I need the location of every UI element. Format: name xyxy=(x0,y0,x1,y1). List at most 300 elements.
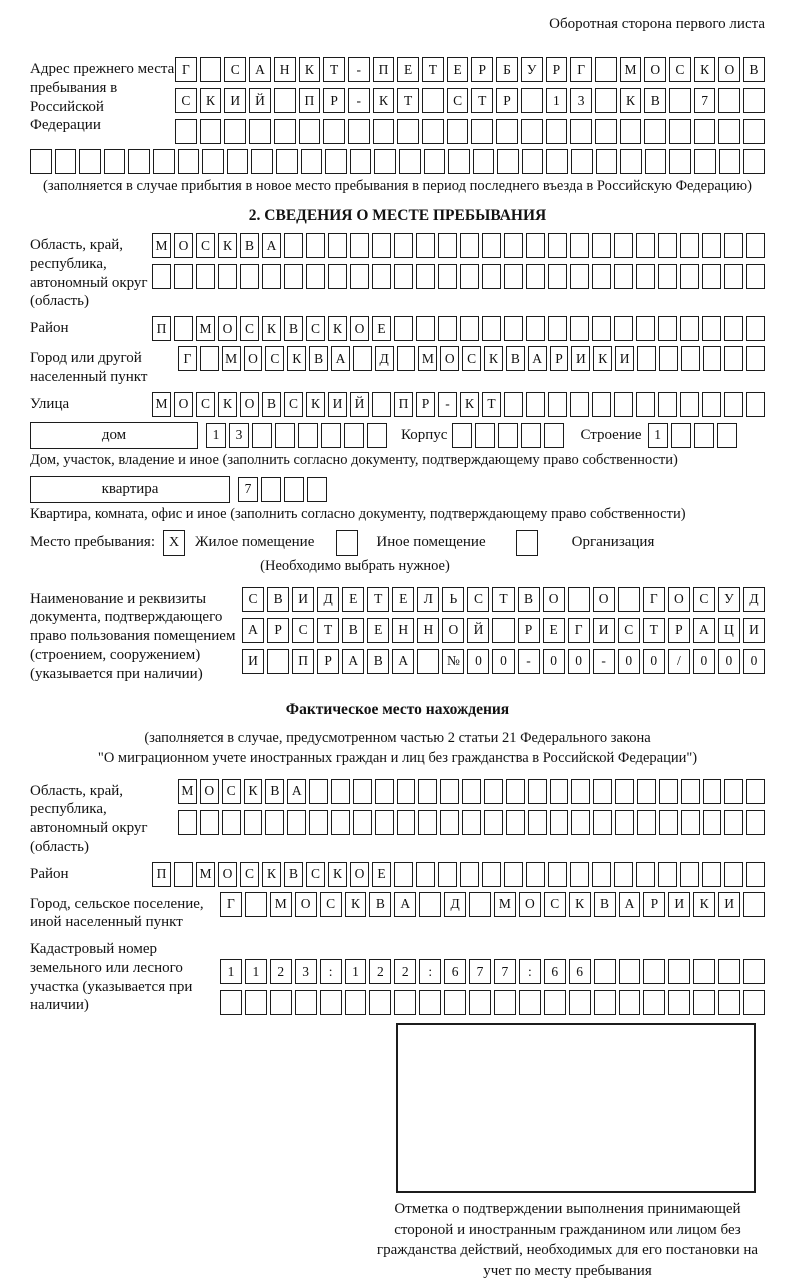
char-cell[interactable] xyxy=(471,119,493,144)
char-cell[interactable] xyxy=(418,779,437,804)
char-cell[interactable]: 1 xyxy=(648,423,668,448)
char-cell[interactable]: С xyxy=(222,779,241,804)
char-cell[interactable] xyxy=(636,392,655,417)
char-cell[interactable] xyxy=(643,959,665,984)
char-cell[interactable] xyxy=(262,264,281,289)
char-cell[interactable] xyxy=(482,862,501,887)
char-cell[interactable] xyxy=(224,119,246,144)
char-cell[interactable] xyxy=(637,810,656,835)
char-cell[interactable] xyxy=(658,316,677,341)
char-cell[interactable]: 7 xyxy=(694,88,716,113)
char-cell[interactable]: В xyxy=(506,346,525,371)
char-cell[interactable] xyxy=(416,233,435,258)
char-cell[interactable] xyxy=(196,264,215,289)
char-cell[interactable]: С xyxy=(462,346,481,371)
char-cell[interactable] xyxy=(444,990,466,1015)
char-cell[interactable] xyxy=(521,88,543,113)
char-cell[interactable]: Г xyxy=(175,57,197,82)
char-cell[interactable] xyxy=(548,862,567,887)
char-cell[interactable]: В xyxy=(265,779,284,804)
char-cell[interactable]: Т xyxy=(643,618,665,643)
char-cell[interactable]: : xyxy=(419,959,441,984)
char-cell[interactable] xyxy=(492,618,514,643)
char-cell[interactable]: С xyxy=(224,57,246,82)
char-cell[interactable]: 0 xyxy=(743,649,765,674)
char-cell[interactable]: 6 xyxy=(569,959,591,984)
char-cell[interactable] xyxy=(331,810,350,835)
char-cell[interactable]: 7 xyxy=(494,959,516,984)
char-cell[interactable]: А xyxy=(528,346,547,371)
char-cell[interactable] xyxy=(504,862,523,887)
char-cell[interactable] xyxy=(394,862,413,887)
char-cell[interactable]: Р xyxy=(323,88,345,113)
char-cell[interactable] xyxy=(550,779,569,804)
char-cell[interactable] xyxy=(671,423,691,448)
char-cell[interactable]: Г xyxy=(570,57,592,82)
char-cell[interactable]: М xyxy=(418,346,437,371)
char-cell[interactable] xyxy=(636,264,655,289)
char-cell[interactable]: С xyxy=(669,57,691,82)
char-cell[interactable] xyxy=(419,892,441,917)
char-cell[interactable]: С xyxy=(292,618,314,643)
char-cell[interactable] xyxy=(484,810,503,835)
char-cell[interactable]: А xyxy=(394,892,416,917)
char-cell[interactable] xyxy=(718,990,740,1015)
char-cell[interactable] xyxy=(504,316,523,341)
char-cell[interactable] xyxy=(743,990,765,1015)
char-cell[interactable] xyxy=(418,810,437,835)
char-cell[interactable]: 0 xyxy=(568,649,590,674)
char-cell[interactable] xyxy=(526,264,545,289)
char-cell[interactable]: Р xyxy=(416,392,435,417)
char-cell[interactable]: Т xyxy=(471,88,493,113)
char-cell[interactable] xyxy=(419,990,441,1015)
char-cell[interactable]: - xyxy=(348,57,370,82)
char-cell[interactable]: 1 xyxy=(345,959,367,984)
char-cell[interactable] xyxy=(440,810,459,835)
char-cell[interactable] xyxy=(724,862,743,887)
char-cell[interactable] xyxy=(460,233,479,258)
char-cell[interactable]: Г xyxy=(568,618,590,643)
char-cell[interactable]: В xyxy=(267,587,289,612)
char-cell[interactable] xyxy=(636,862,655,887)
char-cell[interactable] xyxy=(323,119,345,144)
char-cell[interactable] xyxy=(128,149,150,174)
char-cell[interactable] xyxy=(482,233,501,258)
char-cell[interactable]: 1 xyxy=(245,959,267,984)
char-cell[interactable] xyxy=(724,392,743,417)
char-cell[interactable]: Д xyxy=(743,587,765,612)
char-cell[interactable]: К xyxy=(328,862,347,887)
char-cell[interactable] xyxy=(544,990,566,1015)
char-cell[interactable] xyxy=(658,392,677,417)
char-cell[interactable] xyxy=(416,862,435,887)
char-cell[interactable] xyxy=(592,862,611,887)
char-cell[interactable]: 2 xyxy=(394,959,416,984)
char-cell[interactable] xyxy=(328,233,347,258)
char-cell[interactable] xyxy=(252,423,272,448)
char-cell[interactable] xyxy=(261,477,281,502)
apartment-type-box[interactable]: квартира xyxy=(30,476,230,503)
char-cell[interactable]: С xyxy=(320,892,342,917)
char-cell[interactable] xyxy=(569,990,591,1015)
char-cell[interactable] xyxy=(680,862,699,887)
char-cell[interactable]: О xyxy=(668,587,690,612)
char-cell[interactable]: Н xyxy=(392,618,414,643)
char-cell[interactable] xyxy=(615,779,634,804)
char-cell[interactable]: Е xyxy=(447,57,469,82)
stay-type-organization-checkbox[interactable] xyxy=(516,530,538,556)
char-cell[interactable] xyxy=(462,810,481,835)
char-cell[interactable] xyxy=(526,862,545,887)
char-cell[interactable] xyxy=(270,990,292,1015)
char-cell[interactable]: П xyxy=(152,316,171,341)
char-cell[interactable] xyxy=(475,423,495,448)
char-cell[interactable] xyxy=(615,810,634,835)
char-cell[interactable]: К xyxy=(460,392,479,417)
char-cell[interactable] xyxy=(276,149,298,174)
char-cell[interactable] xyxy=(301,149,323,174)
char-cell[interactable] xyxy=(375,779,394,804)
char-cell[interactable]: Р xyxy=(496,88,518,113)
char-cell[interactable]: М xyxy=(196,862,215,887)
char-cell[interactable] xyxy=(521,423,541,448)
char-cell[interactable] xyxy=(506,779,525,804)
char-cell[interactable]: С xyxy=(175,88,197,113)
char-cell[interactable] xyxy=(240,264,259,289)
char-cell[interactable]: С xyxy=(196,233,215,258)
char-cell[interactable]: К xyxy=(620,88,642,113)
char-cell[interactable]: К xyxy=(262,862,281,887)
char-cell[interactable] xyxy=(306,264,325,289)
char-cell[interactable] xyxy=(309,779,328,804)
char-cell[interactable] xyxy=(702,862,721,887)
char-cell[interactable]: О xyxy=(174,233,193,258)
char-cell[interactable] xyxy=(309,810,328,835)
char-cell[interactable]: М xyxy=(270,892,292,917)
char-cell[interactable] xyxy=(724,264,743,289)
char-cell[interactable] xyxy=(703,779,722,804)
char-cell[interactable] xyxy=(659,346,678,371)
char-cell[interactable]: Н xyxy=(417,618,439,643)
char-cell[interactable] xyxy=(222,810,241,835)
char-cell[interactable] xyxy=(568,587,590,612)
char-cell[interactable]: 3 xyxy=(295,959,317,984)
char-cell[interactable]: Р xyxy=(546,57,568,82)
char-cell[interactable] xyxy=(372,233,391,258)
char-cell[interactable]: М xyxy=(196,316,215,341)
char-cell[interactable]: 7 xyxy=(238,477,258,502)
char-cell[interactable]: П xyxy=(394,392,413,417)
char-cell[interactable] xyxy=(703,346,722,371)
char-cell[interactable] xyxy=(328,264,347,289)
char-cell[interactable] xyxy=(274,119,296,144)
char-cell[interactable]: В xyxy=(743,57,765,82)
char-cell[interactable] xyxy=(345,990,367,1015)
char-cell[interactable] xyxy=(702,264,721,289)
char-cell[interactable]: К xyxy=(345,892,367,917)
char-cell[interactable] xyxy=(546,149,568,174)
char-cell[interactable]: А xyxy=(392,649,414,674)
char-cell[interactable]: Е xyxy=(342,587,364,612)
char-cell[interactable] xyxy=(746,346,765,371)
char-cell[interactable]: 6 xyxy=(444,959,466,984)
char-cell[interactable]: Д xyxy=(444,892,466,917)
char-cell[interactable]: 3 xyxy=(570,88,592,113)
char-cell[interactable] xyxy=(743,88,765,113)
char-cell[interactable] xyxy=(200,119,222,144)
char-cell[interactable] xyxy=(399,149,421,174)
char-cell[interactable] xyxy=(594,959,616,984)
char-cell[interactable] xyxy=(694,119,716,144)
char-cell[interactable]: А xyxy=(249,57,271,82)
char-cell[interactable] xyxy=(548,233,567,258)
char-cell[interactable]: М xyxy=(152,392,171,417)
char-cell[interactable]: Г xyxy=(220,892,242,917)
char-cell[interactable] xyxy=(718,959,740,984)
char-cell[interactable] xyxy=(397,810,416,835)
char-cell[interactable]: 7 xyxy=(469,959,491,984)
char-cell[interactable] xyxy=(417,649,439,674)
char-cell[interactable]: Е xyxy=(392,587,414,612)
char-cell[interactable] xyxy=(416,264,435,289)
char-cell[interactable] xyxy=(548,264,567,289)
char-cell[interactable]: Т xyxy=(323,57,345,82)
char-cell[interactable]: А xyxy=(262,233,281,258)
char-cell[interactable] xyxy=(504,392,523,417)
char-cell[interactable] xyxy=(594,990,616,1015)
char-cell[interactable] xyxy=(658,862,677,887)
char-cell[interactable] xyxy=(397,779,416,804)
char-cell[interactable] xyxy=(724,346,743,371)
char-cell[interactable]: 6 xyxy=(544,959,566,984)
char-cell[interactable]: Ь xyxy=(442,587,464,612)
char-cell[interactable]: У xyxy=(718,587,740,612)
char-cell[interactable] xyxy=(680,392,699,417)
char-cell[interactable]: М xyxy=(152,233,171,258)
char-cell[interactable]: Й xyxy=(467,618,489,643)
char-cell[interactable] xyxy=(200,57,222,82)
char-cell[interactable]: С xyxy=(284,392,303,417)
char-cell[interactable]: В xyxy=(240,233,259,258)
char-cell[interactable] xyxy=(681,346,700,371)
char-cell[interactable]: Р xyxy=(550,346,569,371)
char-cell[interactable]: О xyxy=(593,587,615,612)
char-cell[interactable]: Т xyxy=(397,88,419,113)
char-cell[interactable]: П xyxy=(292,649,314,674)
char-cell[interactable] xyxy=(526,316,545,341)
char-cell[interactable] xyxy=(614,862,633,887)
char-cell[interactable] xyxy=(350,264,369,289)
char-cell[interactable] xyxy=(571,810,590,835)
char-cell[interactable] xyxy=(373,119,395,144)
char-cell[interactable] xyxy=(680,316,699,341)
char-cell[interactable]: Е xyxy=(372,316,391,341)
char-cell[interactable]: В xyxy=(594,892,616,917)
char-cell[interactable]: 2 xyxy=(270,959,292,984)
char-cell[interactable] xyxy=(592,392,611,417)
char-cell[interactable] xyxy=(680,233,699,258)
char-cell[interactable] xyxy=(680,264,699,289)
char-cell[interactable]: О xyxy=(218,862,237,887)
char-cell[interactable] xyxy=(299,119,321,144)
char-cell[interactable] xyxy=(669,88,691,113)
char-cell[interactable] xyxy=(394,990,416,1015)
char-cell[interactable]: И xyxy=(571,346,590,371)
char-cell[interactable] xyxy=(659,779,678,804)
char-cell[interactable] xyxy=(619,990,641,1015)
char-cell[interactable] xyxy=(702,233,721,258)
char-cell[interactable]: И xyxy=(242,649,264,674)
char-cell[interactable]: 0 xyxy=(543,649,565,674)
char-cell[interactable]: В xyxy=(644,88,666,113)
char-cell[interactable]: В xyxy=(309,346,328,371)
char-cell[interactable] xyxy=(353,810,372,835)
char-cell[interactable] xyxy=(528,810,547,835)
char-cell[interactable] xyxy=(669,149,691,174)
char-cell[interactable] xyxy=(284,233,303,258)
char-cell[interactable] xyxy=(440,779,459,804)
char-cell[interactable]: - xyxy=(348,88,370,113)
char-cell[interactable] xyxy=(422,88,444,113)
char-cell[interactable] xyxy=(743,892,765,917)
char-cell[interactable]: А xyxy=(693,618,715,643)
char-cell[interactable]: 1 xyxy=(546,88,568,113)
char-cell[interactable]: С xyxy=(447,88,469,113)
char-cell[interactable] xyxy=(344,423,364,448)
char-cell[interactable] xyxy=(746,810,765,835)
char-cell[interactable] xyxy=(397,119,419,144)
char-cell[interactable] xyxy=(174,862,193,887)
char-cell[interactable]: 2 xyxy=(369,959,391,984)
char-cell[interactable]: М xyxy=(620,57,642,82)
char-cell[interactable] xyxy=(220,990,242,1015)
char-cell[interactable] xyxy=(620,149,642,174)
char-cell[interactable]: 3 xyxy=(229,423,249,448)
char-cell[interactable] xyxy=(743,119,765,144)
char-cell[interactable] xyxy=(550,810,569,835)
char-cell[interactable] xyxy=(668,990,690,1015)
char-cell[interactable]: Е xyxy=(367,618,389,643)
char-cell[interactable] xyxy=(484,779,503,804)
char-cell[interactable] xyxy=(348,119,370,144)
char-cell[interactable]: И xyxy=(292,587,314,612)
char-cell[interactable] xyxy=(306,233,325,258)
char-cell[interactable]: И xyxy=(328,392,347,417)
char-cell[interactable]: С xyxy=(242,587,264,612)
char-cell[interactable]: Й xyxy=(249,88,271,113)
char-cell[interactable] xyxy=(397,346,416,371)
char-cell[interactable]: : xyxy=(519,959,541,984)
char-cell[interactable]: - xyxy=(593,649,615,674)
char-cell[interactable]: - xyxy=(438,392,457,417)
char-cell[interactable]: / xyxy=(668,649,690,674)
char-cell[interactable]: И xyxy=(668,892,690,917)
char-cell[interactable]: В xyxy=(284,316,303,341)
char-cell[interactable] xyxy=(372,264,391,289)
char-cell[interactable] xyxy=(614,264,633,289)
char-cell[interactable] xyxy=(227,149,249,174)
char-cell[interactable]: К xyxy=(593,346,612,371)
char-cell[interactable]: Т xyxy=(422,57,444,82)
char-cell[interactable] xyxy=(592,233,611,258)
char-cell[interactable] xyxy=(251,149,273,174)
char-cell[interactable]: С xyxy=(240,862,259,887)
char-cell[interactable] xyxy=(743,149,765,174)
char-cell[interactable] xyxy=(504,264,523,289)
char-cell[interactable] xyxy=(681,810,700,835)
char-cell[interactable] xyxy=(416,316,435,341)
char-cell[interactable] xyxy=(570,264,589,289)
char-cell[interactable] xyxy=(153,149,175,174)
char-cell[interactable] xyxy=(494,990,516,1015)
char-cell[interactable]: В xyxy=(262,392,281,417)
char-cell[interactable] xyxy=(694,423,714,448)
char-cell[interactable]: - xyxy=(518,649,540,674)
char-cell[interactable]: О xyxy=(442,618,464,643)
char-cell[interactable]: П xyxy=(299,88,321,113)
char-cell[interactable] xyxy=(528,779,547,804)
char-cell[interactable]: К xyxy=(262,316,281,341)
char-cell[interactable] xyxy=(460,316,479,341)
char-cell[interactable] xyxy=(469,990,491,1015)
char-cell[interactable]: О xyxy=(519,892,541,917)
char-cell[interactable]: О xyxy=(218,316,237,341)
char-cell[interactable] xyxy=(595,57,617,82)
char-cell[interactable] xyxy=(350,149,372,174)
char-cell[interactable]: Д xyxy=(375,346,394,371)
char-cell[interactable] xyxy=(424,149,446,174)
char-cell[interactable]: О xyxy=(295,892,317,917)
char-cell[interactable]: В xyxy=(342,618,364,643)
stay-type-residential-checkbox[interactable]: X xyxy=(163,530,185,556)
char-cell[interactable] xyxy=(702,392,721,417)
char-cell[interactable] xyxy=(724,779,743,804)
char-cell[interactable] xyxy=(526,392,545,417)
char-cell[interactable]: Р xyxy=(668,618,690,643)
char-cell[interactable] xyxy=(295,990,317,1015)
char-cell[interactable] xyxy=(55,149,77,174)
char-cell[interactable] xyxy=(482,316,501,341)
char-cell[interactable] xyxy=(522,149,544,174)
char-cell[interactable]: Г xyxy=(178,346,197,371)
char-cell[interactable]: К xyxy=(694,57,716,82)
char-cell[interactable] xyxy=(321,423,341,448)
char-cell[interactable]: И xyxy=(718,892,740,917)
char-cell[interactable] xyxy=(504,233,523,258)
char-cell[interactable]: К xyxy=(693,892,715,917)
char-cell[interactable] xyxy=(724,810,743,835)
char-cell[interactable] xyxy=(174,316,193,341)
char-cell[interactable]: В xyxy=(284,862,303,887)
char-cell[interactable]: И xyxy=(224,88,246,113)
char-cell[interactable]: 0 xyxy=(643,649,665,674)
char-cell[interactable]: К xyxy=(299,57,321,82)
char-cell[interactable] xyxy=(350,233,369,258)
char-cell[interactable] xyxy=(746,392,765,417)
char-cell[interactable] xyxy=(743,959,765,984)
char-cell[interactable] xyxy=(325,149,347,174)
char-cell[interactable]: Д xyxy=(317,587,339,612)
char-cell[interactable]: К xyxy=(306,392,325,417)
char-cell[interactable] xyxy=(473,149,495,174)
char-cell[interactable] xyxy=(614,233,633,258)
char-cell[interactable]: О xyxy=(718,57,740,82)
char-cell[interactable]: К xyxy=(218,233,237,258)
char-cell[interactable] xyxy=(307,477,327,502)
char-cell[interactable]: С xyxy=(240,316,259,341)
char-cell[interactable] xyxy=(571,779,590,804)
